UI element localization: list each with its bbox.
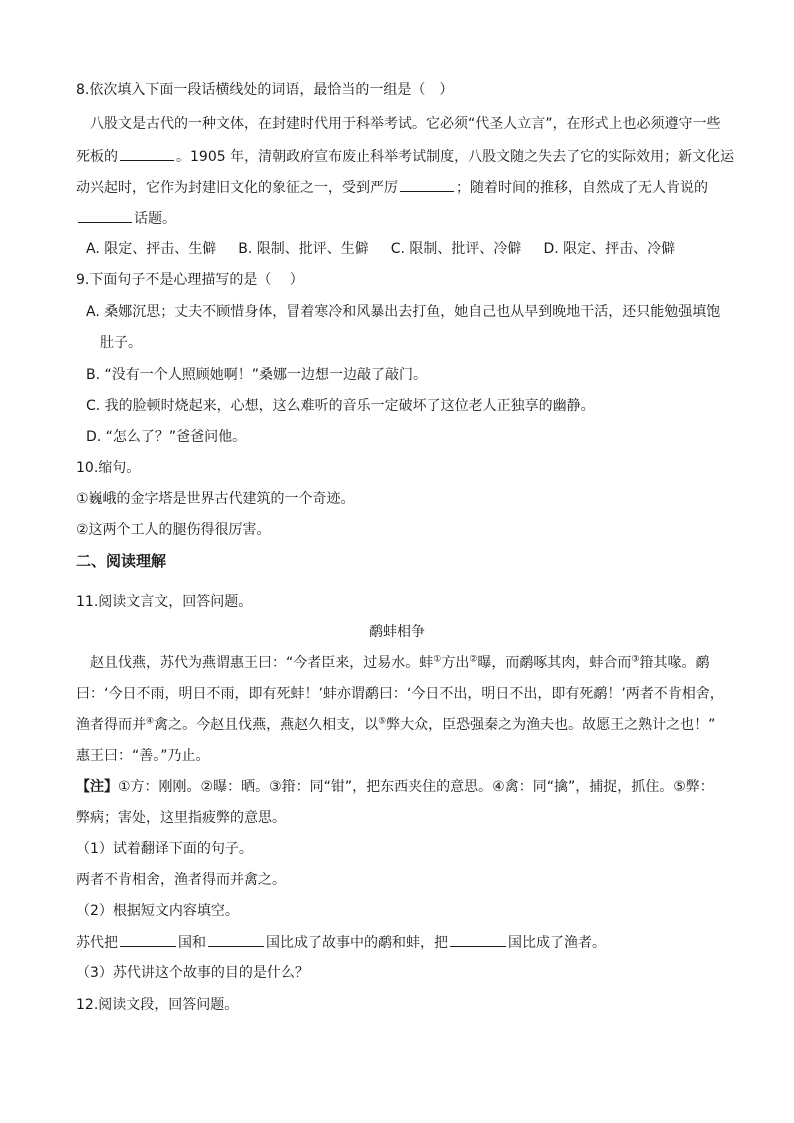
q9-title: 9.下面句子不是心理描写的是（ ） [76,272,304,288]
q8-option-c: C. 限制、批评、冷僻 [390,241,522,257]
fill-blank [400,177,454,192]
fill-blank [78,208,132,223]
q8-passage-line-1: 八股文是古代的一种文体，在封建时代用于科举考试。它必须“代圣人立言”，在形式上也必须遵守一些 [90,116,721,132]
q8-option-a: A. 限定、抨击、生僻 [86,241,217,257]
fill-blank [450,932,506,947]
notes-line-2: 弊病；害处，这里指疲弊的意思。 [76,810,286,826]
notes-line-1: 【注】①方：刚刚。②曝：晒。③箝：同“钳”，把东西夹住的意思。④禽：同“擒”，捕捉，抓住。⑤弊： [76,779,714,795]
section-heading-reading: 二、阅读理解 [76,552,167,570]
q8-passage-line-3: 动兴起时，它作为封建旧文化的象征之一，受到严厉 ；随着时间的推移，自然成了无人肯说的 [76,177,708,198]
q11-sub-2-fill: 苏代把 国和 国比成了故事中的鹬和蚌，把 国比成了渔者。 [76,932,606,953]
q9-option-d: D. “怎么了？”爸爸问他。 [86,429,247,445]
q11-sub-1: （1）试着翻译下面的句子。 [76,841,253,857]
q11-title: 11.阅读文言文，回答问题。 [76,594,253,610]
q9-option-c: C. 我的脸顿时烧起来，心想，这么难听的音乐一定破坏了这位老人正独享的幽静。 [86,398,595,414]
q8-passage-line-4: 话题。 [76,208,176,229]
passage-line-4: 惠王曰：“善。”乃止。 [76,748,210,764]
q8-option-b: B. 限制、批评、生僻 [238,241,369,257]
q8-passage-line-2: 死板的 。1905 年，清朝政府宣布废止科举考试制度，八股文随之失去了它的实际效用；新文化运 [76,146,734,167]
fill-blank [120,146,174,161]
q11-sub-2: （2）根据短文内容填空。 [76,903,239,919]
q9-option-a-line-2: 肚子。 [100,335,142,351]
passage-line-1: 赵且伐燕，苏代为燕谓惠王曰：“今者臣来，过易水。蚌①方出②曝，而鹬啄其肉，蚌合而③箝其喙。鹬 [90,654,710,671]
q9-option-a-line-1: A. 桑娜沉思；丈夫不顾惜身体，冒着寒冷和风暴出去打鱼，她自己也从早到晚地干活，还只能勉强填饱 [86,304,721,320]
passage-line-2: 曰：‘今日不雨，明日不雨，即有死蚌！’蚌亦谓鹬曰：‘今日不出，明日不出，即有死鹬！’两者不肯相舍， [76,686,724,702]
passage-line-3: 渔者得而并④禽之。今赵且伐燕，燕赵久相支，以⑤弊大众，臣恐强秦之为渔夫也。故愿王之熟计之也！” [76,716,716,733]
passage-title: 鹬蚌相争 [369,624,425,640]
q8-option-d: D. 限定、抨击、冷僻 [543,241,676,257]
q10-sentence-2: ②这两个工人的腿伤得很厉害。 [76,522,271,538]
fill-blank [208,932,264,947]
q8-title: 8.依次填入下面一段话横线处的词语，最恰当的一组是（ ） [76,82,454,98]
q9-option-b: B. “没有一个人照顾她啊！”桑娜一边想一边敲了敲门。 [86,367,428,383]
fill-blank [120,932,176,947]
q11-sub-3: （3）苏代讲这个故事的目的是什么？ [76,965,309,981]
q10-title: 10.缩句。 [76,460,141,476]
q11-sub-1-text: 两者不肯相舍，渔者得而并禽之。 [76,872,286,888]
q8-options [86,239,675,259]
q12-title: 12.阅读文段，回答问题。 [76,997,239,1013]
q10-sentence-1: ①巍峨的金字塔是世界古代建筑的一个奇迹。 [76,491,355,507]
